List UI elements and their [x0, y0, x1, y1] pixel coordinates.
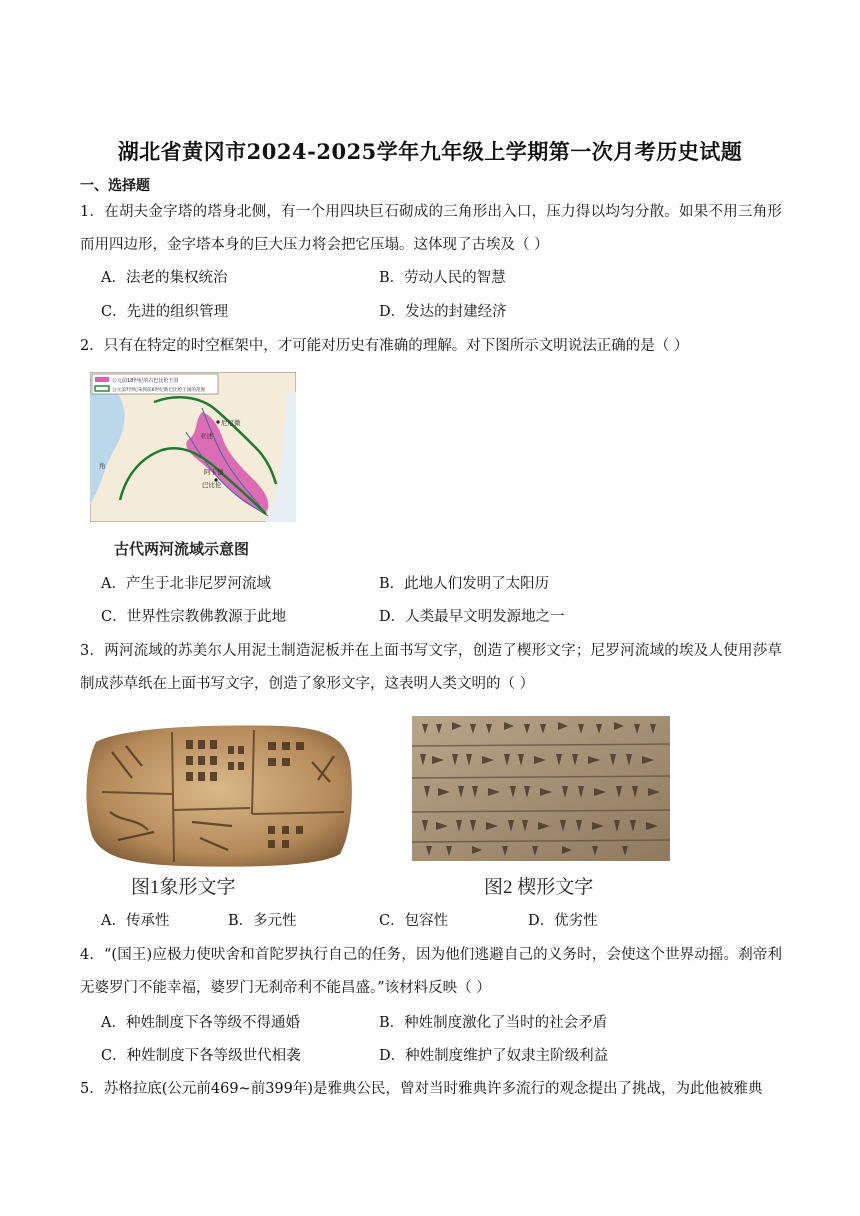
map-caption: 古代两河流域示意图: [114, 540, 250, 558]
cuneiform-image: [412, 716, 670, 861]
question-5-stem: 5．苏格拉底(公元前469~前399年)是雅典公民，曾对当时雅典许多流行的观念提出了挑战，为此他被雅典: [80, 1081, 763, 1097]
label-corner: 角: [99, 462, 106, 470]
q4-option-c[interactable]: C．种姓制度下各等级世代相袭: [101, 1048, 301, 1064]
q4-option-b[interactable]: B．种姓制度激化了当时的社会矛盾: [379, 1015, 608, 1031]
section-heading: 一、选择题: [80, 178, 150, 194]
legend-old-babylon: 公元前18世纪的古巴比伦王国: [112, 378, 179, 384]
label-babylon: 巴比伦: [202, 481, 222, 489]
figure-2-caption: 图2 楔形文字: [484, 877, 594, 898]
q1-option-b[interactable]: B．劳动人民的智慧: [379, 270, 506, 286]
q2-option-b[interactable]: B．此地人们发明了太阳历: [379, 576, 550, 592]
q4-option-d[interactable]: D．种姓制度维护了奴隶主阶级利益: [379, 1048, 609, 1064]
label-assur: 亚述: [200, 432, 213, 440]
label-nineveh: 尼尼微: [221, 419, 241, 427]
q3-option-d[interactable]: D．优劣性: [528, 913, 598, 929]
question-1-stem: 1．在胡夫金字塔的塔身北侧，有一个用四块巨石砌成的三角形出入口，压力得以均匀分散。如果不用三角形而用四边形，金字塔本身的巨大压力将会把它压塌。这体现了古埃及（ ）: [80, 204, 782, 253]
legend-new-babylon: 公元前7世纪末到前6世纪新巴比伦王国的范围: [112, 388, 206, 393]
exam-title: 湖北省黄冈市2024-2025学年九年级上学期第一次月考历史试题: [117, 139, 743, 164]
q2-option-a[interactable]: A．产生于北非尼罗河流域: [101, 576, 271, 592]
q2-option-c[interactable]: C．世界性宗教佛教源于此地: [101, 609, 287, 625]
question-3-stem: 3．两河流域的苏美尔人用泥土制造泥板并在上面书写文字，创造了楔形文字；尼罗河流域的埃及人使用莎草制成莎草纸在上面书写文字，创造了象形文字，这表明人类文明的（ ）: [80, 643, 782, 692]
question-2-stem: 2．只有在特定的时空框架中，才可能对历史有准确的理解。对下图所示文明说法正确的是（ ）: [80, 338, 689, 354]
q2-option-d[interactable]: D．人类最早文明发源地之一: [379, 609, 565, 625]
q3-option-b[interactable]: B．多元性: [228, 913, 297, 929]
q1-option-c[interactable]: C．先进的组织管理: [101, 304, 229, 320]
clay-tablet-image: [82, 722, 354, 868]
figure-1-caption: 图1象形文字: [131, 877, 236, 898]
question-4-stem: 4．“(国王)应极力使吠舍和首陀罗执行自己的任务，因为他们逃避自己的义务时，会使这个世界动摇。刹帝利无婆罗门不能幸福，婆罗门无刹帝利不能昌盛。”该材料反映（ ）: [80, 947, 782, 996]
q1-option-a[interactable]: A．法老的集权统治: [101, 270, 228, 286]
label-akkad: 阿卡德: [204, 468, 224, 476]
q3-option-a[interactable]: A．传承性: [101, 913, 170, 929]
q1-option-d[interactable]: D．发达的封建经济: [379, 304, 507, 320]
mesopotamia-map: [90, 372, 296, 522]
q4-option-a[interactable]: A．种姓制度下各等级不得通婚: [101, 1015, 300, 1031]
q3-option-c[interactable]: C．包容性: [379, 913, 449, 929]
